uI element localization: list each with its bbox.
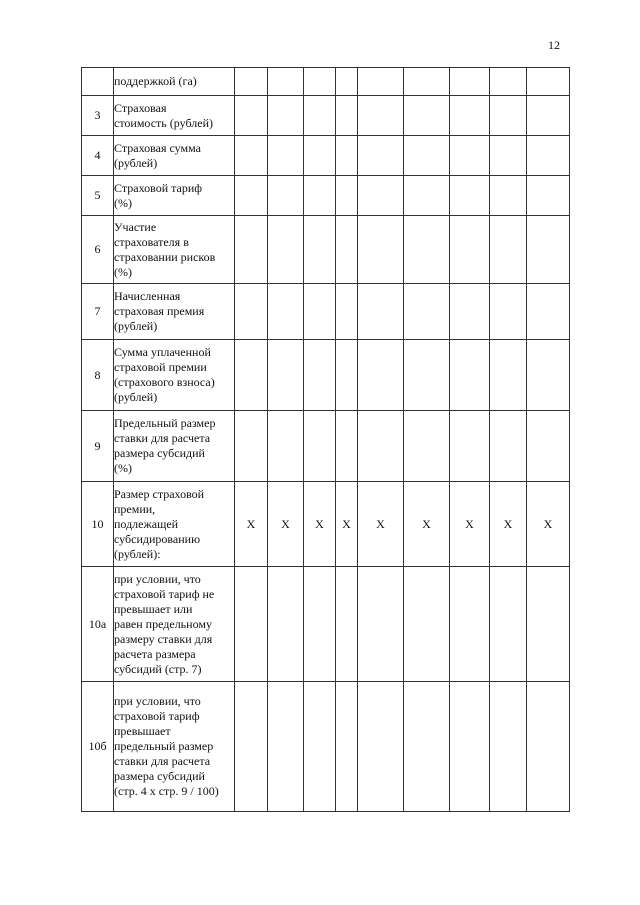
value-cell — [268, 567, 304, 682]
value-cell — [304, 216, 336, 284]
row-label: поддержкой (га) — [114, 68, 235, 96]
value-cell — [527, 340, 570, 411]
value-cell — [450, 68, 490, 96]
value-cell — [358, 176, 404, 216]
page-number: 12 — [548, 38, 560, 52]
value-cell — [490, 567, 527, 682]
value-cell — [490, 68, 527, 96]
value-cell — [304, 340, 336, 411]
row-number: 10а — [82, 567, 114, 682]
value-cell — [235, 411, 268, 482]
row-number: 6 — [82, 216, 114, 284]
value-cell — [527, 411, 570, 482]
value-cell — [235, 216, 268, 284]
value-cell: Х — [527, 482, 570, 567]
value-cell: Х — [358, 482, 404, 567]
table-row — [82, 284, 570, 340]
value-cell — [490, 176, 527, 216]
value-cell — [336, 136, 358, 176]
row-number: 10б — [82, 682, 114, 812]
value-cell — [235, 284, 268, 340]
value-cell — [490, 340, 527, 411]
value-cell — [304, 682, 336, 812]
value-cell — [527, 682, 570, 812]
value-cell — [358, 682, 404, 812]
value-cell — [450, 96, 490, 136]
value-cell — [358, 567, 404, 682]
table-row — [82, 136, 570, 176]
row-label: Страховой тариф (%) — [114, 176, 235, 216]
value-cell — [304, 284, 336, 340]
row-number: 7 — [82, 284, 114, 340]
table-row — [82, 411, 570, 482]
value-cell — [358, 284, 404, 340]
table-row — [82, 176, 570, 216]
value-cell — [527, 136, 570, 176]
row-label: Размер страховой премии, подлежащей субсидированию (рублей): — [114, 482, 235, 567]
table-row — [82, 96, 570, 136]
value-cell — [336, 96, 358, 136]
table-row — [82, 340, 570, 411]
value-cell — [358, 340, 404, 411]
value-cell — [527, 176, 570, 216]
value-cell — [527, 567, 570, 682]
value-cell — [268, 96, 304, 136]
value-cell: Х — [490, 482, 527, 567]
value-cell — [404, 176, 450, 216]
value-cell — [336, 176, 358, 216]
value-cell — [404, 340, 450, 411]
value-cell — [404, 682, 450, 812]
value-cell — [527, 216, 570, 284]
value-cell — [358, 411, 404, 482]
row-number: 9 — [82, 411, 114, 482]
row-label: при условии, что страховой тариф не превышает или равен предельному размеру ставки для расчета размера субсидий (стр. 7) — [114, 567, 235, 682]
value-cell — [268, 682, 304, 812]
row-number: 4 — [82, 136, 114, 176]
value-cell — [268, 340, 304, 411]
value-cell — [404, 96, 450, 136]
row-label: при условии, что страховой тариф превышает предельный размер ставки для расчета размера субсидий (стр. 4 х стр. 9 / 100) — [114, 682, 235, 812]
value-cell — [235, 136, 268, 176]
row-label: Страховая стоимость (рублей) — [114, 96, 235, 136]
table-row — [82, 682, 570, 812]
value-cell — [268, 68, 304, 96]
row-number: 5 — [82, 176, 114, 216]
value-cell — [450, 136, 490, 176]
value-cell — [336, 567, 358, 682]
row-number: 10 — [82, 482, 114, 567]
value-cell — [304, 68, 336, 96]
value-cell — [450, 216, 490, 284]
value-cell — [527, 96, 570, 136]
value-cell — [304, 567, 336, 682]
value-cell — [490, 682, 527, 812]
value-cell — [358, 136, 404, 176]
value-cell — [450, 411, 490, 482]
value-cell — [490, 96, 527, 136]
value-cell — [404, 68, 450, 96]
value-cell — [404, 567, 450, 682]
value-cell — [490, 216, 527, 284]
value-cell — [304, 96, 336, 136]
value-cell — [358, 216, 404, 284]
value-cell — [450, 176, 490, 216]
value-cell — [336, 411, 358, 482]
row-label: Начисленная страховая премия (рублей) — [114, 284, 235, 340]
table-row — [82, 567, 570, 682]
value-cell — [304, 176, 336, 216]
value-cell: Х — [404, 482, 450, 567]
row-label: Участие страхователя в страховании рисков (%) — [114, 216, 235, 284]
value-cell — [404, 411, 450, 482]
value-cell — [336, 682, 358, 812]
value-cell — [404, 216, 450, 284]
row-number — [82, 68, 114, 96]
value-cell: Х — [268, 482, 304, 567]
value-cell — [268, 284, 304, 340]
value-cell — [490, 136, 527, 176]
value-cell: Х — [450, 482, 490, 567]
value-cell — [235, 96, 268, 136]
value-cell — [336, 284, 358, 340]
value-cell — [450, 284, 490, 340]
value-cell — [336, 68, 358, 96]
insurance-table — [81, 67, 570, 812]
value-cell — [235, 682, 268, 812]
value-cell — [268, 216, 304, 284]
value-cell — [336, 340, 358, 411]
value-cell — [235, 176, 268, 216]
row-label: Предельный размер ставки для расчета размера субсидий (%) — [114, 411, 235, 482]
value-cell — [490, 284, 527, 340]
value-cell: Х — [235, 482, 268, 567]
row-label: Сумма уплаченной страховой премии (страхового взноса) (рублей) — [114, 340, 235, 411]
value-cell — [235, 340, 268, 411]
value-cell — [268, 411, 304, 482]
value-cell: Х — [304, 482, 336, 567]
value-cell — [304, 411, 336, 482]
value-cell — [358, 96, 404, 136]
table-row — [82, 68, 570, 96]
value-cell — [450, 682, 490, 812]
value-cell — [404, 284, 450, 340]
value-cell — [235, 567, 268, 682]
value-cell — [268, 136, 304, 176]
value-cell — [527, 68, 570, 96]
value-cell — [527, 284, 570, 340]
value-cell: Х — [336, 482, 358, 567]
value-cell — [358, 68, 404, 96]
value-cell — [235, 68, 268, 96]
value-cell — [490, 411, 527, 482]
table-row — [82, 482, 570, 567]
row-number: 3 — [82, 96, 114, 136]
value-cell — [268, 176, 304, 216]
row-number: 8 — [82, 340, 114, 411]
value-cell — [450, 340, 490, 411]
table-row — [82, 216, 570, 284]
value-cell — [450, 567, 490, 682]
value-cell — [304, 136, 336, 176]
value-cell — [404, 136, 450, 176]
value-cell — [336, 216, 358, 284]
row-label: Страховая сумма (рублей) — [114, 136, 235, 176]
